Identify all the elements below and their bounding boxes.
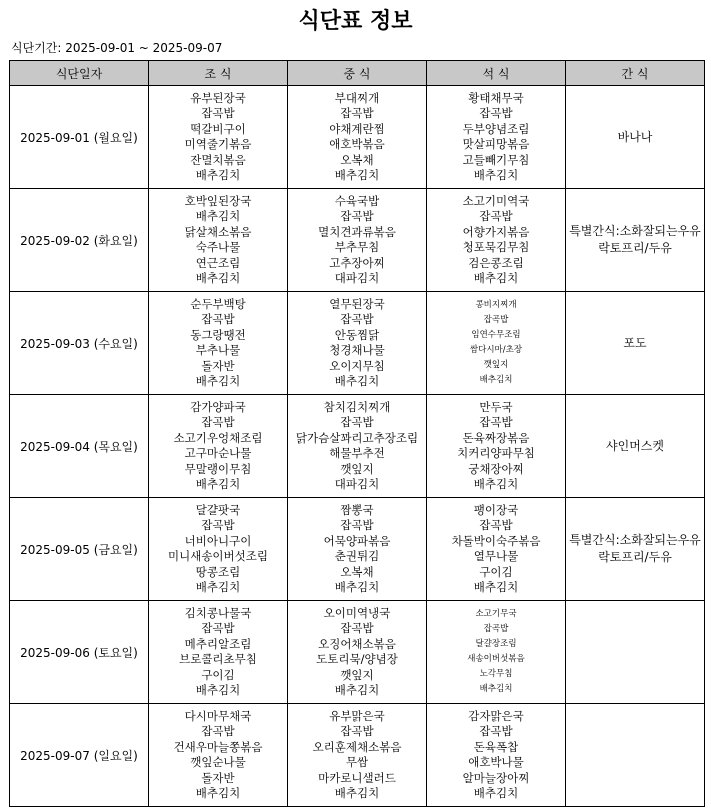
snack-list — [566, 223, 704, 257]
menu-item: 잡곡밥 — [201, 518, 235, 532]
menu-item: 쌈다시마/초장 — [469, 345, 523, 355]
lunch-list — [288, 297, 426, 390]
menu-item: 닭가슴살꽈리고추장조림 — [295, 430, 419, 445]
menu-item: 배추김치 — [473, 477, 519, 491]
breakfast-cell — [149, 601, 288, 704]
menu-item: 배추김치 — [195, 209, 241, 223]
menu-item: 야채계란찜 — [329, 121, 385, 136]
lunch-cell — [288, 601, 427, 704]
menu-item: 미역줄기볶음 — [184, 137, 252, 151]
menu-item: 대파김치 — [334, 477, 380, 491]
page-title: 식단표 정보 — [298, 9, 413, 34]
breakfast-list — [149, 91, 287, 184]
lunch-list — [288, 503, 426, 596]
menu-item: 호박잎된장국 — [184, 193, 252, 208]
menu-item: 샤인머스켓 — [606, 438, 664, 453]
menu-item: 맛살피망볶음 — [462, 137, 530, 151]
menu-item: 잡곡밥 — [201, 415, 235, 429]
snack-list — [566, 438, 704, 455]
menu-item: 부대찌개 — [334, 90, 380, 105]
menu-item: 무쌈 — [345, 755, 369, 769]
menu-item: 잡곡밥 — [479, 106, 513, 120]
menu-item: 고들빼기무침 — [462, 152, 530, 167]
menu-item: 잡곡밥 — [201, 312, 235, 326]
meal-date: 2025-09-06 (토요일) — [10, 601, 149, 704]
menu-item: 감가양파국 — [190, 399, 246, 414]
table-row — [10, 704, 705, 807]
dinner-cell — [427, 498, 566, 601]
menu-item: 잡곡밥 — [340, 415, 374, 429]
menu-item: 배추김치 — [334, 786, 380, 800]
menu-item: 땅콩조림 — [195, 564, 241, 579]
menu-item: 특별간식:소화잘되는우유 — [569, 533, 701, 547]
menu-item: 애호박볶음 — [329, 137, 385, 151]
dinner-list — [427, 503, 565, 596]
dinner-cell — [427, 601, 566, 704]
menu-item: 치커리양파무침 — [457, 446, 535, 460]
menu-item: 어향가지볶음 — [462, 224, 530, 239]
lunch-cell — [288, 86, 427, 189]
menu-item: 배추김치 — [195, 374, 241, 388]
menu-item: 오이미역냉국 — [323, 605, 391, 620]
menu-item: 배추김치 — [334, 374, 380, 388]
menu-item: 너비아니구이 — [184, 533, 252, 548]
dinner-cell — [427, 395, 566, 498]
table-row — [10, 498, 705, 601]
lunch-list — [288, 400, 426, 493]
menu-item: 오징어채소볶음 — [318, 636, 396, 651]
menu-item: 유부된장국 — [190, 90, 246, 105]
menu-item: 깻잎순나물 — [190, 755, 246, 769]
meal-table-body — [10, 86, 705, 807]
meal-date: 2025-09-07 (일요일) — [10, 704, 149, 807]
menu-item: 수육국밥 — [334, 193, 380, 208]
menu-item: 깻잎지 — [340, 461, 374, 476]
menu-item: 열무된장국 — [329, 296, 385, 311]
snack-list — [566, 335, 704, 352]
table-row — [10, 189, 705, 292]
lunch-list — [288, 91, 426, 184]
header-date: 식단일자 — [10, 61, 149, 86]
menu-item: 잡곡밥 — [340, 621, 374, 635]
menu-item: 다시마무채국 — [184, 708, 252, 723]
menu-item: 배추김치 — [195, 477, 241, 491]
menu-item: 김치콩나물국 — [184, 605, 252, 620]
menu-item: 달걀장조림 — [475, 639, 517, 649]
menu-item: 잡곡밥 — [479, 209, 513, 223]
menu-item: 유부맑은국 — [329, 708, 385, 723]
menu-item: 부추나물 — [195, 343, 241, 357]
menu-item: 만두국 — [479, 399, 513, 414]
breakfast-cell — [149, 189, 288, 292]
header-breakfast: 조 식 — [149, 61, 288, 86]
menu-item: 애호박나물 — [468, 755, 524, 769]
menu-item: 배추김치 — [473, 271, 519, 285]
menu-item: 잡곡밥 — [483, 624, 509, 634]
breakfast-list — [149, 709, 287, 802]
menu-item: 특별간식:소화잘되는우유 — [569, 224, 701, 238]
menu-item: 잡곡밥 — [340, 312, 374, 326]
table-row — [10, 292, 705, 395]
menu-item: 잔멸치볶음 — [190, 152, 246, 167]
table-row — [10, 601, 705, 704]
menu-item: 열무나물 — [473, 549, 519, 563]
menu-item: 마카로니샐러드 — [318, 770, 396, 785]
menu-item: 춘권튀김 — [334, 549, 380, 563]
table-row — [10, 86, 705, 189]
menu-item: 팽이장국 — [473, 502, 519, 517]
menu-item: 배추김치 — [334, 580, 380, 594]
dinner-cell — [427, 189, 566, 292]
menu-item: 고추장아찌 — [329, 255, 385, 270]
menu-item: 돌자반 — [201, 358, 235, 373]
menu-item: 멸치견과류볶음 — [318, 224, 396, 239]
menu-item: 검은콩조림 — [468, 255, 524, 270]
menu-item: 청포묵김무침 — [462, 240, 530, 254]
menu-item: 알마늘장아찌 — [462, 770, 530, 785]
menu-item: 락토프리/두유 — [598, 550, 672, 564]
menu-item: 소고기우엉채조림 — [173, 430, 263, 445]
menu-item: 새송이버섯볶음 — [467, 654, 525, 664]
menu-item: 궁채장아찌 — [468, 461, 524, 476]
lunch-list — [288, 709, 426, 802]
meal-date: 2025-09-02 (화요일) — [10, 189, 149, 292]
menu-item: 황태채무국 — [468, 90, 524, 105]
menu-item: 안동찜닭 — [334, 327, 380, 342]
menu-item: 배추김치 — [195, 683, 241, 697]
dinner-list — [427, 709, 565, 802]
menu-item: 고구마순나물 — [184, 446, 252, 460]
menu-item: 돈육폭찹 — [473, 739, 519, 754]
menu-item: 오리훈제채소볶음 — [312, 739, 402, 754]
menu-item: 오복채 — [340, 564, 374, 579]
menu-item: 도토리묵/양념장 — [316, 652, 398, 666]
meal-table — [9, 60, 705, 807]
menu-item: 돌자반 — [201, 770, 235, 785]
meal-period: 식단기간: 2025-09-01 ~ 2025-09-07 — [11, 41, 223, 55]
header-dinner: 석 식 — [427, 61, 566, 86]
menu-item: 잡곡밥 — [340, 209, 374, 223]
menu-item: 배추김치 — [479, 375, 513, 385]
menu-item: 잡곡밥 — [201, 724, 235, 738]
menu-item: 구이김 — [201, 667, 235, 682]
menu-item: 배추김치 — [473, 786, 519, 800]
header-lunch: 중 식 — [288, 61, 427, 86]
lunch-cell — [288, 189, 427, 292]
table-row — [10, 395, 705, 498]
menu-item: 배추김치 — [473, 168, 519, 182]
snack-cell — [566, 86, 705, 189]
menu-item: 차돌박이숙주볶음 — [451, 533, 541, 548]
breakfast-cell — [149, 395, 288, 498]
snack-list — [566, 129, 704, 146]
menu-item: 어묵양파볶음 — [323, 533, 391, 548]
menu-item: 오이지무침 — [329, 358, 385, 373]
menu-item: 락토프리/두유 — [598, 241, 672, 255]
menu-item: 잡곡밥 — [479, 415, 513, 429]
menu-item: 참치김치찌개 — [323, 399, 391, 414]
menu-item: 청경채나물 — [329, 343, 385, 357]
lunch-list — [288, 606, 426, 699]
menu-item: 잡곡밥 — [340, 724, 374, 738]
menu-item: 잡곡밥 — [479, 724, 513, 738]
menu-item: 배추김치 — [195, 580, 241, 594]
menu-item: 깻잎지 — [340, 667, 374, 682]
menu-item: 배추김치 — [195, 786, 241, 800]
menu-item: 잡곡밥 — [483, 315, 509, 325]
lunch-cell — [288, 292, 427, 395]
menu-item: 구이김 — [479, 564, 513, 579]
menu-item: 미니새송이버섯조림 — [168, 549, 268, 563]
dinner-cell — [427, 86, 566, 189]
menu-item: 콩비지찌개 — [475, 300, 517, 310]
meal-date: 2025-09-03 (수요일) — [10, 292, 149, 395]
menu-item: 해물부추전 — [329, 446, 385, 460]
menu-item: 연근조림 — [195, 255, 241, 270]
dinner-list — [427, 400, 565, 493]
snack-cell — [566, 292, 705, 395]
menu-item: 배추김치 — [334, 683, 380, 697]
meal-date: 2025-09-05 (금요일) — [10, 498, 149, 601]
lunch-cell — [288, 395, 427, 498]
breakfast-list — [149, 503, 287, 596]
snack-cell — [566, 601, 705, 704]
menu-item: 브로콜리초무침 — [179, 652, 257, 666]
dinner-list — [427, 607, 565, 697]
menu-item: 무말랭이무침 — [184, 461, 252, 476]
menu-item: 달걀팟국 — [195, 502, 241, 517]
table-header-row — [10, 61, 705, 86]
breakfast-list — [149, 606, 287, 699]
menu-item: 잡곡밥 — [201, 106, 235, 120]
menu-item: 떡갈비구이 — [190, 121, 246, 136]
menu-item: 순두부백탕 — [190, 296, 246, 311]
menu-item: 소고기미역국 — [462, 193, 530, 208]
menu-item: 메추리알조림 — [184, 636, 252, 651]
menu-item: 임연수무조림 — [471, 330, 521, 340]
menu-item: 닭살채소볶음 — [184, 224, 252, 239]
dinner-cell — [427, 704, 566, 807]
menu-item: 대파김치 — [334, 271, 380, 285]
menu-item: 잡곡밥 — [479, 518, 513, 532]
menu-item: 두부양념조림 — [462, 121, 530, 136]
menu-item: 배추김치 — [334, 168, 380, 182]
breakfast-list — [149, 297, 287, 390]
snack-cell — [566, 395, 705, 498]
menu-item: 잡곡밥 — [340, 106, 374, 120]
menu-item: 소고기무국 — [475, 609, 517, 619]
dinner-cell — [427, 292, 566, 395]
dinner-list — [427, 194, 565, 287]
menu-item: 잡곡밥 — [340, 518, 374, 532]
meal-date: 2025-09-01 (월요일) — [10, 86, 149, 189]
menu-item: 짬뽕국 — [340, 502, 374, 517]
menu-item: 배추김치 — [195, 271, 241, 285]
lunch-list — [288, 194, 426, 287]
menu-item: 동그랑땡전 — [190, 327, 246, 342]
snack-list — [566, 532, 704, 566]
lunch-cell — [288, 498, 427, 601]
menu-item: 건새우마늘쫑볶음 — [173, 739, 263, 754]
snack-cell — [566, 189, 705, 292]
menu-item: 배추김치 — [473, 580, 519, 594]
menu-item: 노각무침 — [479, 669, 513, 679]
snack-cell — [566, 704, 705, 807]
breakfast-cell — [149, 704, 288, 807]
menu-item: 잡곡밥 — [201, 621, 235, 635]
snack-cell — [566, 498, 705, 601]
header-snack: 간 식 — [566, 61, 705, 86]
menu-item: 감자맑은국 — [468, 708, 524, 723]
breakfast-cell — [149, 498, 288, 601]
breakfast-cell — [149, 86, 288, 189]
menu-item: 포도 — [623, 335, 647, 350]
menu-item: 돈육짜장볶음 — [462, 430, 530, 445]
breakfast-cell — [149, 292, 288, 395]
menu-item: 배추김치 — [195, 168, 241, 182]
breakfast-list — [149, 400, 287, 493]
dinner-list — [427, 91, 565, 184]
dinner-list — [427, 298, 565, 388]
menu-item: 바나나 — [617, 129, 653, 144]
menu-item: 숙주나물 — [195, 240, 241, 254]
meal-date: 2025-09-04 (목요일) — [10, 395, 149, 498]
menu-item: 깻잎지 — [483, 360, 509, 370]
menu-item: 부추무침 — [334, 240, 380, 254]
lunch-cell — [288, 704, 427, 807]
breakfast-list — [149, 194, 287, 287]
menu-item: 배추김치 — [479, 684, 513, 694]
menu-item: 오복채 — [340, 152, 374, 167]
